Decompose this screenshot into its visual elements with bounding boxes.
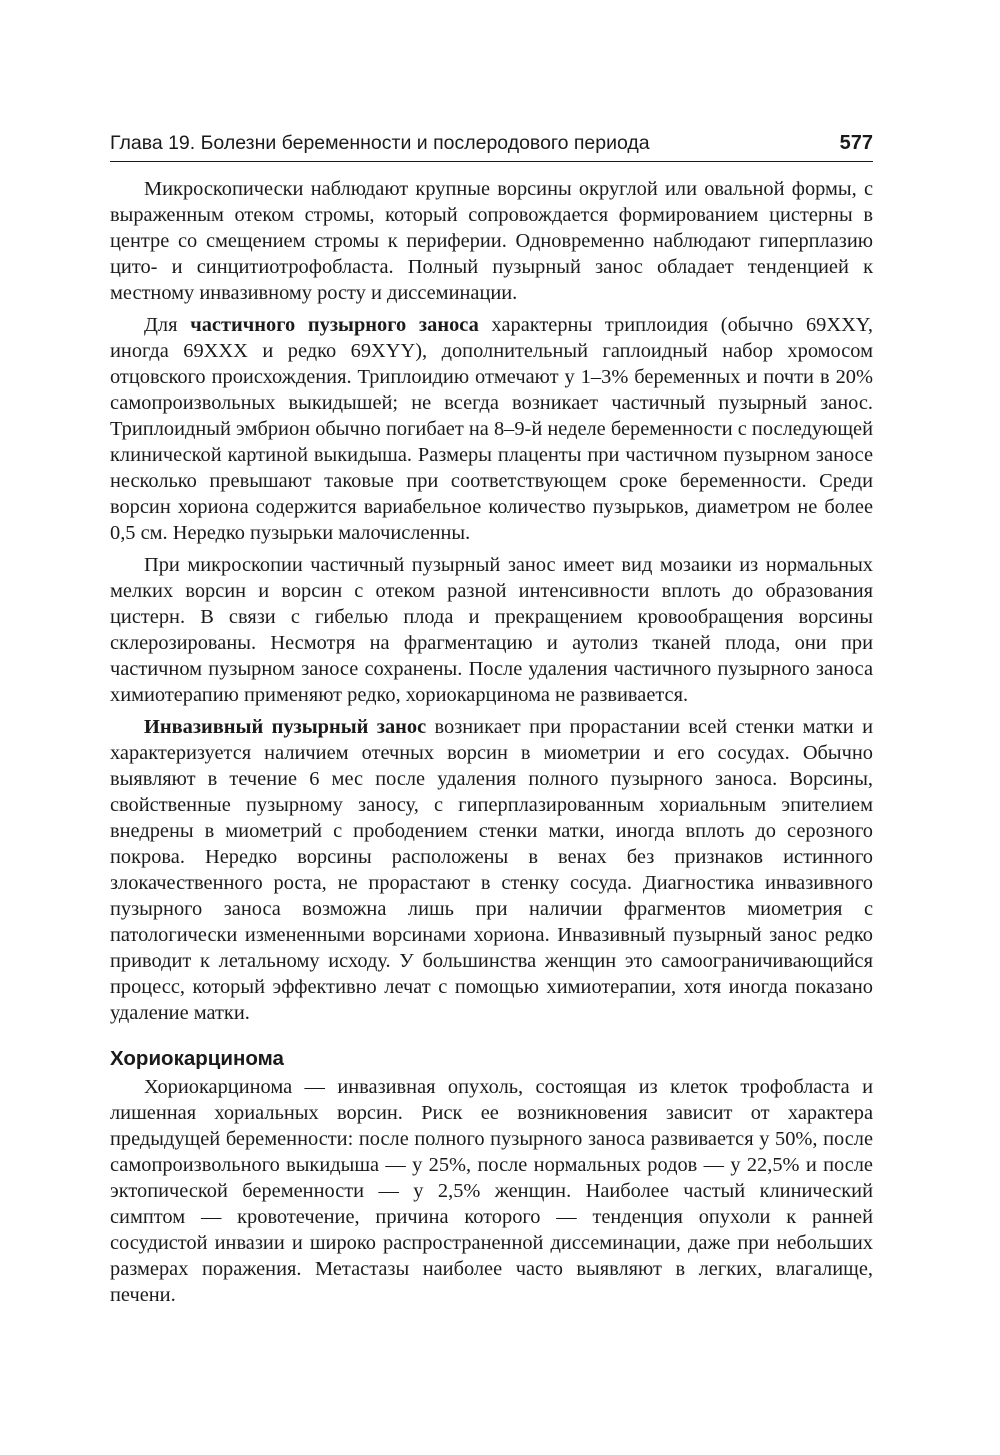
term-partial-mole: частичного пузырного заноса [190, 314, 479, 336]
paragraph-text: Хориокарцинома — инвазивная опухоль, состоящая из клеток трофобласта и лишенная хориальных ворсин. Риск ее возникновения зависит от характера предыдущей беременности: после полного пузырного заноса развивается у 50%, после самопроизвольного выкидыша — у 25%, после нормальных родов — у 22,5% и после эктопической беременности — у 2,5% женщин. Наиболее частый клинический симптом — кровотечение, причина которого — тенденция опухоли к ранней сосудистой инвазии и широко распространенной диссеминации, даже при небольших размерах поражения. Метастазы наиболее часто выявляют в легких, влагалище, печени. [110, 1076, 873, 1306]
paragraph-text: характерны триплоидия (обычно 69XXY, иногда 69XXX и редко 69XYY), дополнительный гаплоидный набор хромосом отцовского происхождения. Триплоидию отмечают у 1–3% беременных и почти в 20% самопроизвольных выкидышей; не всегда возникает частичный пузырный занос. Триплоидный эмбрион обычно погибает на 8–9-й неделе беременности с последующей клинической картиной выкидыша. Размеры плаценты при частичном пузырном заносе несколько превышают таковые при соответствующем сроке беременности. Среди ворсин хориона содержится вариабельное количество пузырьков, диаметром не более 0,5 см. Нередко пузырьки малочисленны. [110, 314, 874, 544]
paragraph-choriocarcinoma [110, 1074, 873, 1308]
section-heading-choriocarcinoma: Хориокарцинома [110, 1047, 284, 1070]
page-number: 577 [839, 132, 873, 154]
paragraph-microscopy-partial-mole [110, 552, 873, 708]
paragraph-partial-mole [110, 312, 873, 546]
paragraph-lead: Для [144, 314, 191, 336]
book-page [110, 132, 873, 1314]
paragraph-text: При микроскопии частичный пузырный занос имеет вид мозаики из нормальных мелких ворсин и ворсин с отеком разной интенсивности вплоть до образования цистерн. В связи с гибелью плода и прекращением кровообращения ворсины склерозированы. Несмотря на фрагментацию и аутолиз тканей плода, они при частичном пузырном заносе сохранены. После удаления частичного пузырного заноса химиотерапию применяют редко, хориокарцинома не развивается. [110, 554, 873, 706]
body-text [110, 176, 873, 1308]
paragraph-invasive-mole [110, 714, 873, 1026]
paragraph-text: Микроскопически наблюдают крупные ворсины округлой или овальной формы, с выраженным отеком стромы, который сопровождается формированием цистерны в центре со смещением стромы к периферии. Одновременно наблюдают гиперплазию цито- и синцитиотрофобласта. Полный пузырный занос обладает тенденцией к местному инвазивному росту и диссеминации. [110, 178, 873, 304]
paragraph-text: возникает при прорастании всей стенки матки и характеризуется наличием отечных ворсин в миометрии и его сосудах. Обычно выявляют в течение 6 мес после удаления полного пузырного заноса. Ворсины, свойственные пузырному заносу, с гиперплазированным хориальным эпителием внедрены в миометрий с прободением стенки матки, иногда вплоть до серозного покрова. Нередко ворсины расположены в венах без признаков истинного злокачественного роста, не прорастают в стенку сосуда. Диагностика инвазивного пузырного заноса возможна лишь при наличии фрагментов миометрия с патологически измененными ворсинами хориона. Инвазивный пузырный занос редко приводит к летальному исходу. У большинства женщин это самоограничивающийся процесс, который эффективно лечат с помощью химиотерапии, хотя иногда показано удаление матки. [110, 716, 873, 1024]
chapter-title: Глава 19. Болезни беременности и послеродового периода [110, 132, 650, 154]
paragraph-microscopy-complete-mole [110, 176, 873, 306]
running-header [110, 132, 873, 162]
term-invasive-mole: Инвазивный пузырный занос [144, 716, 427, 738]
